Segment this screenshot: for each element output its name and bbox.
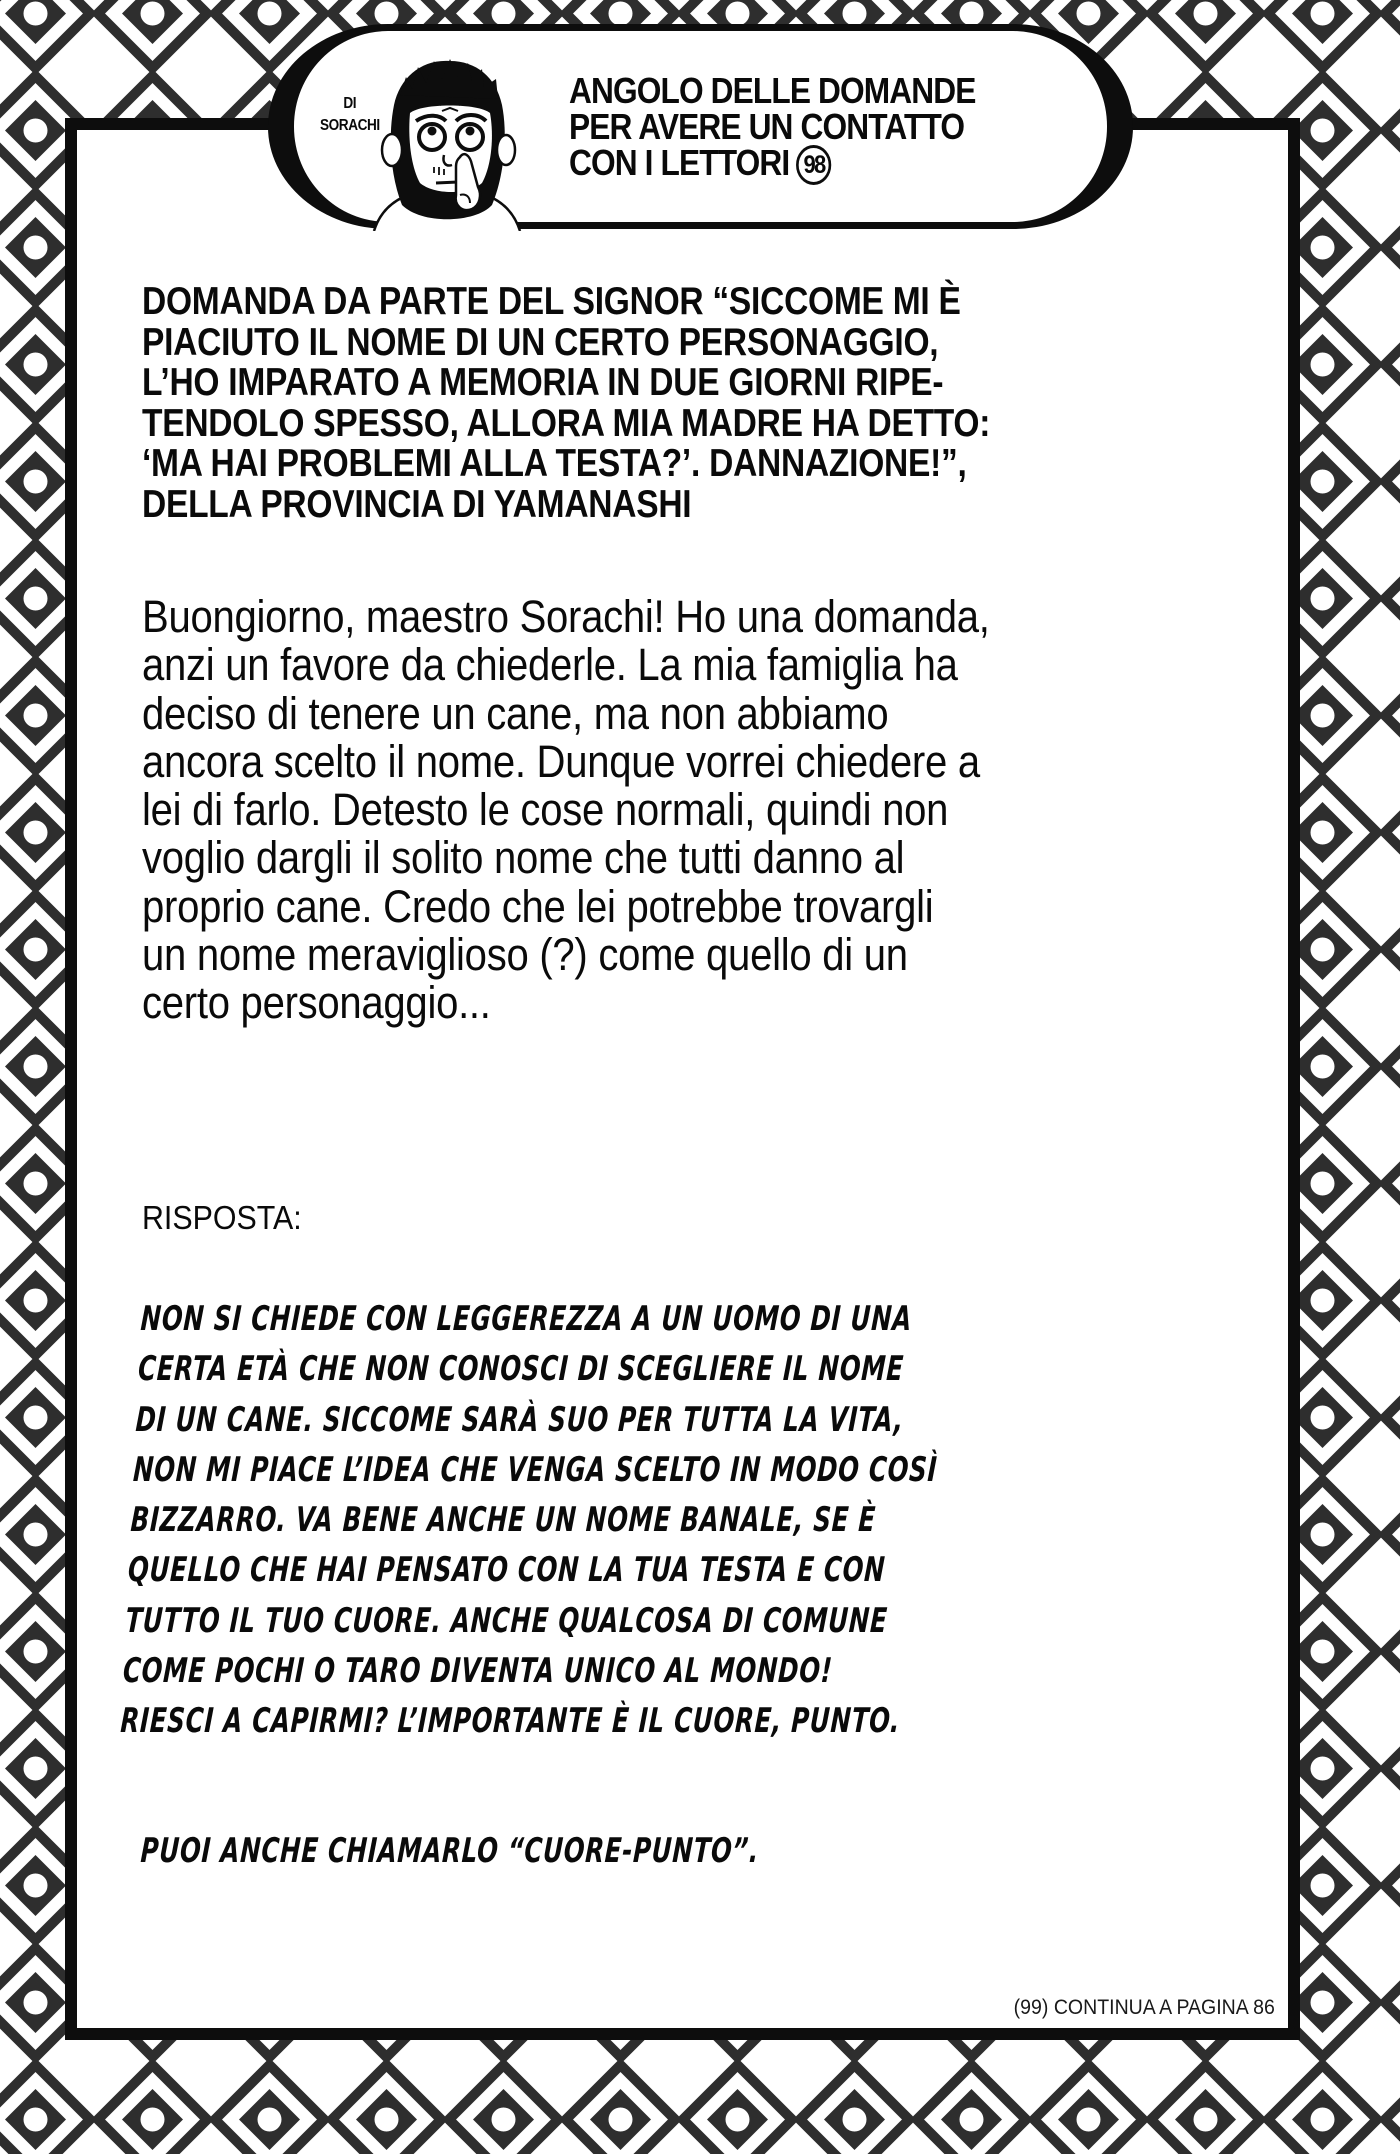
title-line: ANGOLO DELLE DOMANDE <box>569 70 976 111</box>
byline-line: DI <box>343 95 357 112</box>
answer-line: COME POCHI O TARO DIVENTA UNICO AL MONDO! <box>122 1651 834 1692</box>
heading-line: DOMANDA DA PARTE DEL SIGNOR “SICCOME MI È <box>142 280 961 323</box>
answer-label: RISPOSTA: <box>142 1199 302 1236</box>
author-caricature-icon <box>372 55 522 231</box>
header-banner <box>268 24 1133 229</box>
answer-line: NON MI PIACE L’IDEA CHE VENGA SCELTO IN MODO COSÌ <box>132 1449 939 1490</box>
answer-line: QUELLO CHE HAI PENSATO CON LA TUA TESTA E CON <box>127 1550 887 1591</box>
body-line: lei di farlo. Detesto le cose normali, quindi non <box>142 784 949 836</box>
title-line: CON I LETTORI <box>569 142 790 183</box>
heading-line: ‘MA HAI PROBLEMI ALLA TESTA?’. DANNAZIONE!”, <box>142 442 967 485</box>
body-line: voglio dargli il solito nome che tutti danno al <box>142 832 905 884</box>
answer-line: NON SI CHIEDE CON LEGGEREZZA A UN UOMO DI UNA <box>139 1299 914 1339</box>
answer-line: DI UN CANE. SICCOME SARÀ SUO PER TUTTA LA VITA, <box>134 1399 905 1440</box>
body-line: un nome meraviglioso (?) come quello di un <box>142 929 908 981</box>
body-line: ancora scelto il nome. Dunque vorrei chiedere a <box>142 735 980 787</box>
author-byline <box>320 93 380 137</box>
byline-line: SORACHI <box>320 117 380 134</box>
answer-body <box>119 1294 1006 1747</box>
body-line: certo personaggio... <box>142 977 491 1029</box>
question-heading <box>142 282 1157 525</box>
continuation-note: (99) CONTINUA A PAGINA 86 <box>1013 1996 1275 2019</box>
issue-number-badge: 98 <box>796 145 831 185</box>
body-line: anzi un favore da chiederle. La mia famiglia ha <box>142 639 958 691</box>
page-title <box>569 70 976 185</box>
body-line: deciso di tenere un cane, ma non abbiamo <box>142 687 889 739</box>
answer-postscript: PUOI ANCHE CHIAMARLO “CUORE-PUNTO”. <box>139 1831 761 1871</box>
answer-line: CERTA ETÀ CHE NON CONOSCI DI SCEGLIERE IL NOME <box>137 1349 905 1390</box>
answer-line: BIZZARRO. VA BENE ANCHE UN NOME BANALE, SE È <box>129 1500 877 1541</box>
heading-line: DELLA PROVINCIA DI YAMANASHI <box>142 482 692 526</box>
heading-line: L’HO IMPARATO A MEMORIA IN DUE GIORNI RIPE- <box>142 361 944 404</box>
answer-line: TUTTO IL TUO CUORE. ANCHE QUALCOSA DI COMUNE <box>124 1600 889 1641</box>
title-line-with-badge <box>569 142 976 185</box>
question-body <box>142 593 1210 1028</box>
body-line: Buongiorno, maestro Sorachi! Ho una domanda, <box>142 591 990 642</box>
answer-line: RIESCI A CAPIRMI? L’IMPORTANTE È IL CUORE, PUNTO. <box>119 1701 902 1742</box>
body-line: proprio cane. Credo che lei potrebbe trovargli <box>142 880 934 932</box>
heading-line: PIACIUTO IL NOME DI UN CERTO PERSONAGGIO, <box>142 320 939 364</box>
title-line: PER AVERE UN CONTATTO <box>569 106 965 147</box>
heading-line: TENDOLO SPESSO, ALLORA MIA MADRE HA DETTO: <box>142 401 991 445</box>
